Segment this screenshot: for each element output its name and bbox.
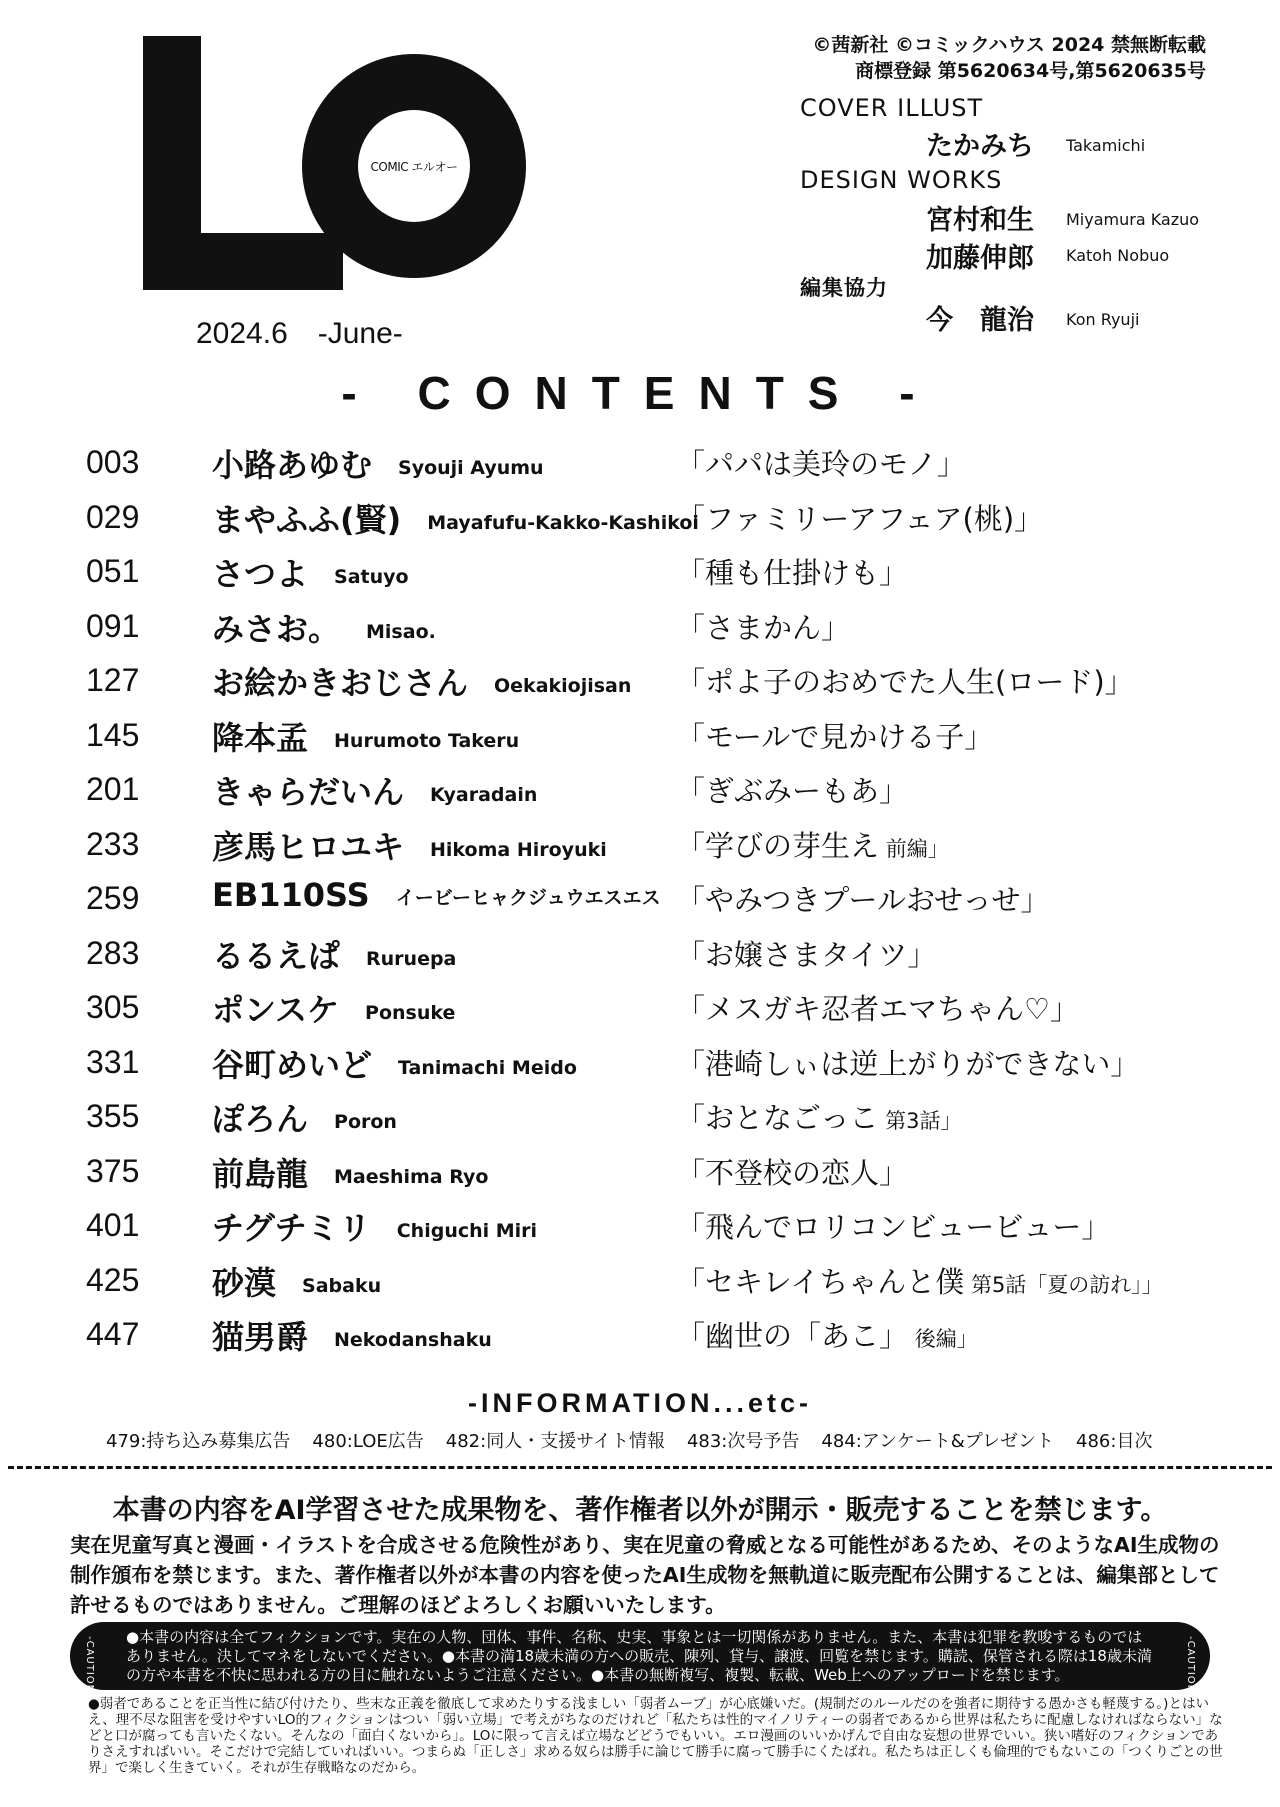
toc-title-main: 「幽世の「あこ」 xyxy=(676,1319,909,1353)
toc-title-main: 「ポよ子のおめでた人生(ロード)」 xyxy=(676,665,1134,699)
toc-author xyxy=(212,658,631,704)
logo-letter-o xyxy=(302,54,526,278)
toc-row xyxy=(0,1254,1280,1308)
toc-author-name: さつよ xyxy=(212,555,309,593)
logo-inner-text: COMIC エルオー xyxy=(358,110,470,222)
toc-author-name: お絵かきおじさん xyxy=(212,664,469,702)
toc-author-roman: Oekakiojisan xyxy=(494,675,632,697)
design-works-role: DESIGN WORKS xyxy=(800,166,1003,194)
toc-author-name: ぽろん xyxy=(212,1100,309,1138)
toc-title-sub: 前編」 xyxy=(879,836,949,861)
toc-author xyxy=(212,1094,397,1140)
toc-page-number: 029 xyxy=(86,498,140,535)
toc-author xyxy=(212,440,544,486)
toc-author-roman: Tanimachi Meido xyxy=(398,1056,577,1079)
toc-author xyxy=(212,549,409,595)
toc-page-number: 051 xyxy=(86,553,140,589)
toc-page-number: 283 xyxy=(86,934,140,971)
dashed-divider xyxy=(8,1466,1272,1469)
toc-page-number: 355 xyxy=(86,1098,140,1134)
caution-text: ●本書の内容は全てフィクションです。実在の人物、団体、事件、名称、史実、事象とは一切関係がありません。また、本書は犯罪を教唆するものではありません。決してマネをしないでください。●本書の満18歳未満の方への販売、陳列、貸与、譲渡、回覧を禁じます。購読、保管される際は18歳未満の方や本書を不快に思われる方の目に触れないようご注意ください。●本書の無断複写、複製、転載、Web上へのアップロードを禁じます。 xyxy=(126,1628,1152,1684)
toc-author-name: きゃらだいん xyxy=(212,773,405,811)
toc-author xyxy=(212,1258,381,1304)
toc-title-sub: 第5話「夏の訪れ」」 xyxy=(964,1272,1163,1297)
toc-row xyxy=(0,600,1280,654)
toc-author xyxy=(212,495,699,541)
toc-author-name: るるえぱ xyxy=(212,936,341,975)
toc-author-name: 谷町めいど xyxy=(212,1045,373,1084)
toc-author-roman: Ponsuke xyxy=(365,1002,456,1024)
toc-title-main: 「パパは美玲のモノ」 xyxy=(676,447,966,481)
toc-author-roman: Kyaradain xyxy=(430,784,538,806)
toc-row xyxy=(0,763,1280,817)
toc-row xyxy=(0,1199,1280,1253)
toc-title xyxy=(676,660,1134,701)
toc-page-number: 127 xyxy=(86,662,140,698)
toc-title-main: 「不登校の恋人」 xyxy=(676,1155,909,1190)
toc-author xyxy=(212,822,607,868)
toc-author-roman: Ruruepa xyxy=(366,947,457,970)
toc-page-number: 425 xyxy=(86,1261,140,1298)
toc-title xyxy=(676,769,908,810)
toc-title-main: 「さまかん」 xyxy=(676,610,851,645)
info-item: 480:LOE広告 xyxy=(312,1431,424,1452)
toc-row xyxy=(0,981,1280,1035)
toc-row xyxy=(0,872,1280,926)
toc-title-main: 「メスガキ忍者エマちゃん♡」 xyxy=(676,992,1079,1026)
toc-author xyxy=(212,931,456,977)
toc-page-number: 201 xyxy=(86,771,140,807)
toc-row xyxy=(0,1036,1280,1090)
toc-author xyxy=(212,1312,492,1358)
design-works-name-2: 加藤伸郎 xyxy=(926,243,1034,274)
toc-page-number: 331 xyxy=(86,1043,140,1080)
toc-title xyxy=(676,1096,961,1137)
toc-title xyxy=(676,497,1043,538)
info-item: 484:アンケート&プレゼント xyxy=(821,1431,1055,1452)
toc-title xyxy=(676,987,1079,1028)
edit-cooperation-role: 編集協力 xyxy=(800,276,888,300)
toc-author-name: EB110SS xyxy=(212,876,370,914)
toc-page-number: 401 xyxy=(86,1207,140,1243)
cover-illust-roman: Takamichi xyxy=(1066,136,1146,155)
toc-author xyxy=(212,1203,537,1249)
toc-author xyxy=(212,876,661,914)
copyright-line: ©茜新社 ©コミックハウス 2024 禁無断転載 xyxy=(812,34,1206,56)
information-heading: -INFORMATION...etc- xyxy=(468,1388,812,1418)
toc-author xyxy=(212,1040,577,1086)
toc-author-name: 砂漠 xyxy=(212,1263,277,1302)
toc-author-name: 降本孟 xyxy=(212,718,309,757)
caution-label-left: -CAUTION- xyxy=(84,1636,95,1698)
toc-row xyxy=(0,927,1280,981)
toc-author xyxy=(212,604,436,650)
toc-author-roman: Nekodanshaku xyxy=(334,1329,492,1351)
toc-row xyxy=(0,545,1280,599)
trademark-line: 商標登録 第5620634号,第5620635号 xyxy=(855,60,1206,82)
toc-author-roman: Syouji Ayumu xyxy=(398,457,544,479)
toc-title-main: 「おとなごっこ xyxy=(676,1101,879,1135)
toc-author-roman: Poron xyxy=(334,1111,397,1133)
toc-title xyxy=(676,1314,978,1355)
information-list xyxy=(106,1427,1206,1453)
info-item: 482:同人・支援サイト情報 xyxy=(445,1431,665,1452)
toc-row xyxy=(0,654,1280,708)
toc-page-number: 145 xyxy=(86,716,140,753)
edit-cooperation-roman: Kon Ryuji xyxy=(1066,310,1140,329)
editorial-fine-print: ●弱者であることを正当性に結び付けたり、些末な正義を徹底して求めたりする浅ましい「弱者ムーブ」が心底嫌いだ。(規制だのルールだのを強者に期待する愚かさも軽蔑する。)とはいえ、理不尽な阻害を受けやすいLO的フィクションはつい「弱い立場」で考えがちなのだけれど「私たちは性的マイノリティーの弱者であるから世界は私たちに配慮しなければならない」などと口が腐っても言いたくない。そんなの「面白くないから」。LOに限って言えば立場などどうでもいい。エロ漫画のいいかげんで自由な妄想の世界でいい。狭い嗜好のフィクションでありさえすればいい。そこだけで完結していればいい。つまらぬ「正しさ」求める奴らは勝手に論じて勝手に腐って勝手にくたばれ。私たちは正しくも倫理的でもないこの「つくりごとの世界」で楽しく生きていく。それが生存戦略なのだから。 xyxy=(88,1696,1223,1776)
design-works-roman-1: Miyamura Kazuo xyxy=(1066,210,1200,229)
toc-author-name: ポンスケ xyxy=(212,991,340,1029)
toc-title xyxy=(676,1042,1139,1083)
toc-author-name: 猫男爵 xyxy=(212,1318,309,1356)
toc-page-number: 259 xyxy=(86,880,140,916)
toc-row xyxy=(0,709,1280,763)
toc-author xyxy=(212,985,455,1031)
toc-author-roman: Mayafufu-Kakko-Kashikoi xyxy=(427,511,699,534)
caution-box xyxy=(70,1622,1210,1698)
info-item: 483:次号予告 xyxy=(686,1431,800,1452)
toc-title xyxy=(676,1260,1163,1301)
toc-title-main: 「種も仕掛けも」 xyxy=(676,556,909,590)
toc-title-sub: 第3話」 xyxy=(878,1109,962,1133)
toc-page-number: 003 xyxy=(86,444,140,480)
toc-author-name: チグチミリ xyxy=(212,1209,371,1247)
info-item: 486:目次 xyxy=(1076,1431,1153,1452)
toc-page-number: 305 xyxy=(86,989,140,1025)
toc-author-name: 小路あゆむ xyxy=(212,446,373,484)
toc-title-main: 「やみつきプールおせっせ」 xyxy=(676,883,1050,917)
edit-cooperation-name: 今 龍治 xyxy=(926,305,1034,336)
toc-author-roman: イービーヒャクジュウエスエス xyxy=(395,887,661,909)
toc-page-number: 447 xyxy=(86,1316,140,1352)
toc-author-roman: Hurumoto Takeru xyxy=(334,729,520,752)
toc-author-roman: Chiguchi Miri xyxy=(396,1220,538,1242)
toc-title xyxy=(676,933,936,974)
info-item: 479:持ち込み募集広告 xyxy=(106,1431,291,1452)
toc-title-main: 「セキレイちゃんと僕 xyxy=(676,1264,965,1299)
toc-row xyxy=(0,1090,1280,1144)
toc-title-sub: 後編」 xyxy=(908,1327,978,1351)
toc-author-name: みさお。 xyxy=(212,609,341,648)
toc-row xyxy=(0,491,1280,545)
toc-author xyxy=(212,1149,488,1195)
toc-page-number: 091 xyxy=(86,607,140,644)
caution-label-right: -CAUTION- xyxy=(1185,1636,1196,1698)
toc-author-roman: Satuyo xyxy=(334,566,409,588)
toc-title xyxy=(676,715,993,756)
design-works-name-1: 宮村和生 xyxy=(926,205,1034,236)
toc-author-roman: Maeshima Ryo xyxy=(334,1165,489,1188)
toc-row xyxy=(0,818,1280,872)
toc-author-name: まやふふ(賢) xyxy=(212,500,402,539)
toc-title-main: 「モールで見かける子」 xyxy=(676,719,994,754)
toc-author xyxy=(212,767,537,813)
toc-title-main: 「ぎぶみーもあ」 xyxy=(676,774,909,808)
toc-title xyxy=(676,1205,1110,1246)
issue-date: 2024.6 -June- xyxy=(196,317,403,350)
toc-author xyxy=(212,713,519,759)
contents-heading: - CONTENTS - xyxy=(341,367,939,419)
toc-title-main: 「ファミリーアフェア(桃)」 xyxy=(676,501,1044,536)
cover-illust-role: COVER ILLUST xyxy=(800,94,984,122)
toc-row xyxy=(0,436,1280,490)
toc-page-number: 375 xyxy=(86,1152,140,1189)
toc-author-name: 彦馬ヒロユキ xyxy=(212,827,405,866)
toc-title-main: 「飛んでロリコンビュービュー」 xyxy=(676,1210,1111,1244)
toc-title xyxy=(676,824,949,865)
toc-row xyxy=(0,1145,1280,1199)
toc-title-main: 「お嬢さまタイツ」 xyxy=(676,937,937,972)
toc-author-roman: Misao. xyxy=(366,620,436,643)
toc-title xyxy=(676,551,908,592)
cover-illust-name: たかみち xyxy=(926,131,1034,162)
toc-title xyxy=(676,878,1050,919)
toc-author-name: 前島龍 xyxy=(212,1154,309,1193)
toc-title xyxy=(676,1151,908,1192)
design-works-roman-2: Katoh Nobuo xyxy=(1066,246,1170,265)
toc-title xyxy=(676,442,966,483)
toc-author-roman: Sabaku xyxy=(302,1274,382,1297)
toc-title-main: 「港崎しぃは逆上がりができない」 xyxy=(676,1046,1140,1081)
toc-page-number: 233 xyxy=(86,825,140,862)
toc-author-roman: Hikoma Hiroyuki xyxy=(430,838,607,861)
toc-title xyxy=(676,606,850,647)
toc-title-main: 「学びの芽生え xyxy=(676,828,880,863)
toc-row xyxy=(0,1308,1280,1362)
ai-notice-headline: 本書の内容をAI学習させた成果物を、著作権者以外が開示・販売することを禁じます。 xyxy=(112,1495,1168,1526)
ai-notice-body: 実在児童写真と漫画・イラストを合成させる危険性があり、実在児童の脅威となる可能性があるため、そのようなAI生成物の制作頒布を禁じます。また、著作権者以外が本書の内容を使ったAI生成物を無軌道に販売配布公開することは、編集部として許せるものではありません。ご理解のほどよろしくお願いいたします。 xyxy=(70,1533,1220,1617)
